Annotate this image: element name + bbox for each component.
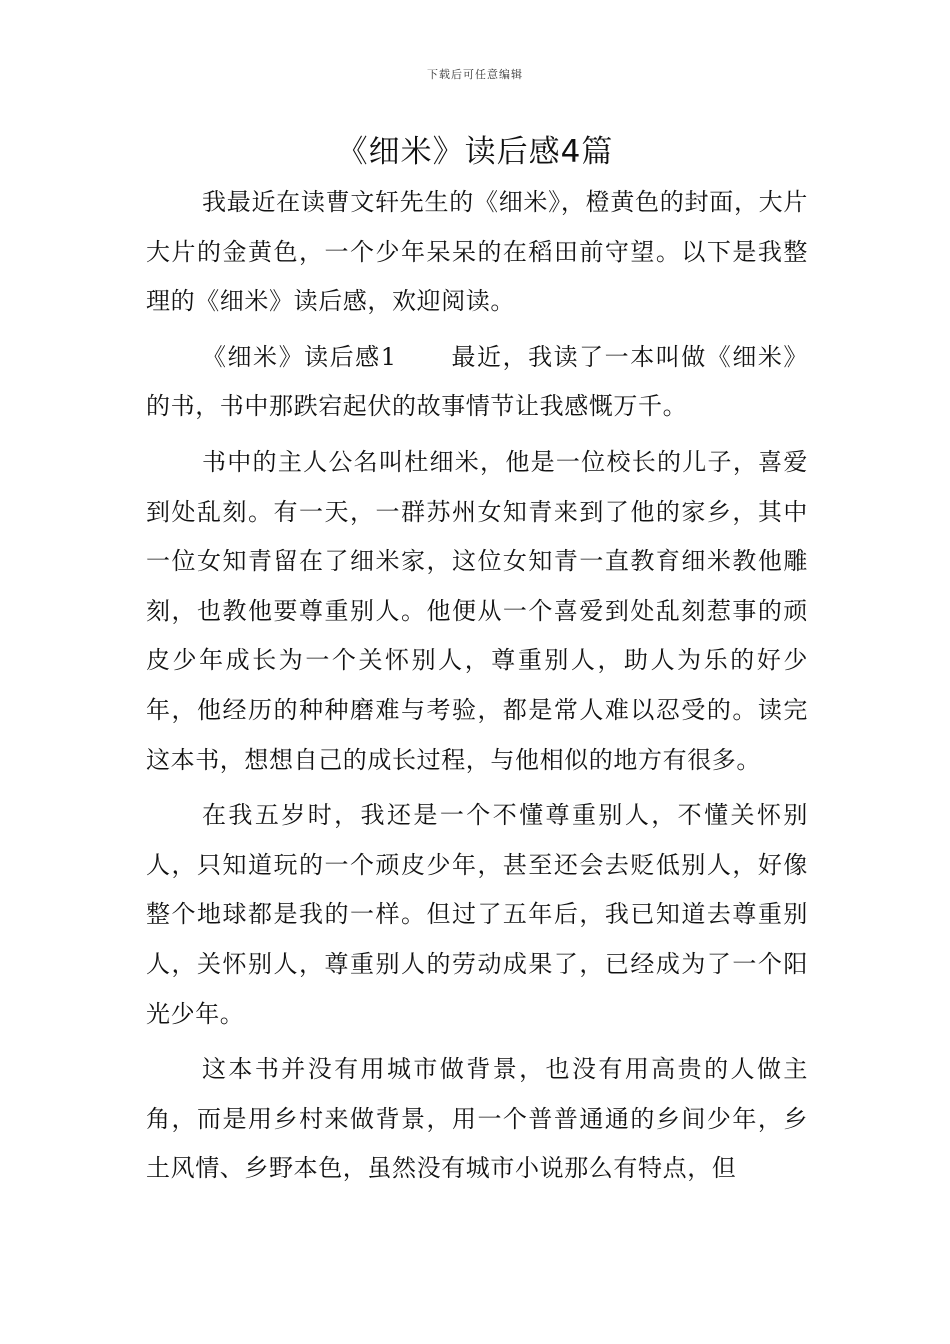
section-1-paragraph-4: 这本书并没有用城市做背景，也没有用高贵的人做主角，而是用乡村来做背景，用一个普普通通的乡间少年，乡土风情、乡野本色，虽然没有城市小说那么有特点，但: [146, 1055, 808, 1183]
document-body: [146, 178, 808, 1194]
document-title: 《细米》读后感4篇: [336, 134, 614, 170]
section-1-paragraph-2: 书中的主人公名叫杜细米，他是一位校长的儿子，喜爱到处乱刻。有一天，一群苏州女知青来到了他的家乡，其中一位女知青留在了细米家，这位女知青一直教育细米教他雕刻，也教他要尊重别人。他便从一个喜爱到处乱刻惹事的顽皮少年成长为一个关怀别人，尊重别人，助人为乐的好少年，他经历的种种磨难与考验，都是常人难以忍受的。读完这本书，想想自己的成长过程，与他相似的地方有很多。: [146, 447, 808, 774]
header-note: 下载后可任意编辑: [427, 68, 523, 81]
section-1-paragraph-3: 在我五岁时，我还是一个不懂尊重别人，不懂关怀别人，只知道玩的一个顽皮少年，甚至还会去贬低别人，好像整个地球都是我的一样。但过了五年后，我已知道去尊重别人，关怀别人，尊重别人的劳动成果了，已经成为了一个阳光少年。: [146, 801, 808, 1028]
section-1-first-paragraph: [146, 333, 808, 432]
intro-paragraph: 我最近在读曹文轩先生的《细米》，橙黄色的封面，大片大片的金黄色，一个少年呆呆的在稻田前守望。以下是我整理的《细米》读后感，欢迎阅读。: [146, 188, 808, 316]
section-1-heading: 《细米》读后感1: [202, 342, 397, 371]
section-1-paragraph-1: 最近，我读了一本叫做《细米》的书，书中那跌宕起伏的故事情节让我感慨万千。: [146, 342, 808, 421]
